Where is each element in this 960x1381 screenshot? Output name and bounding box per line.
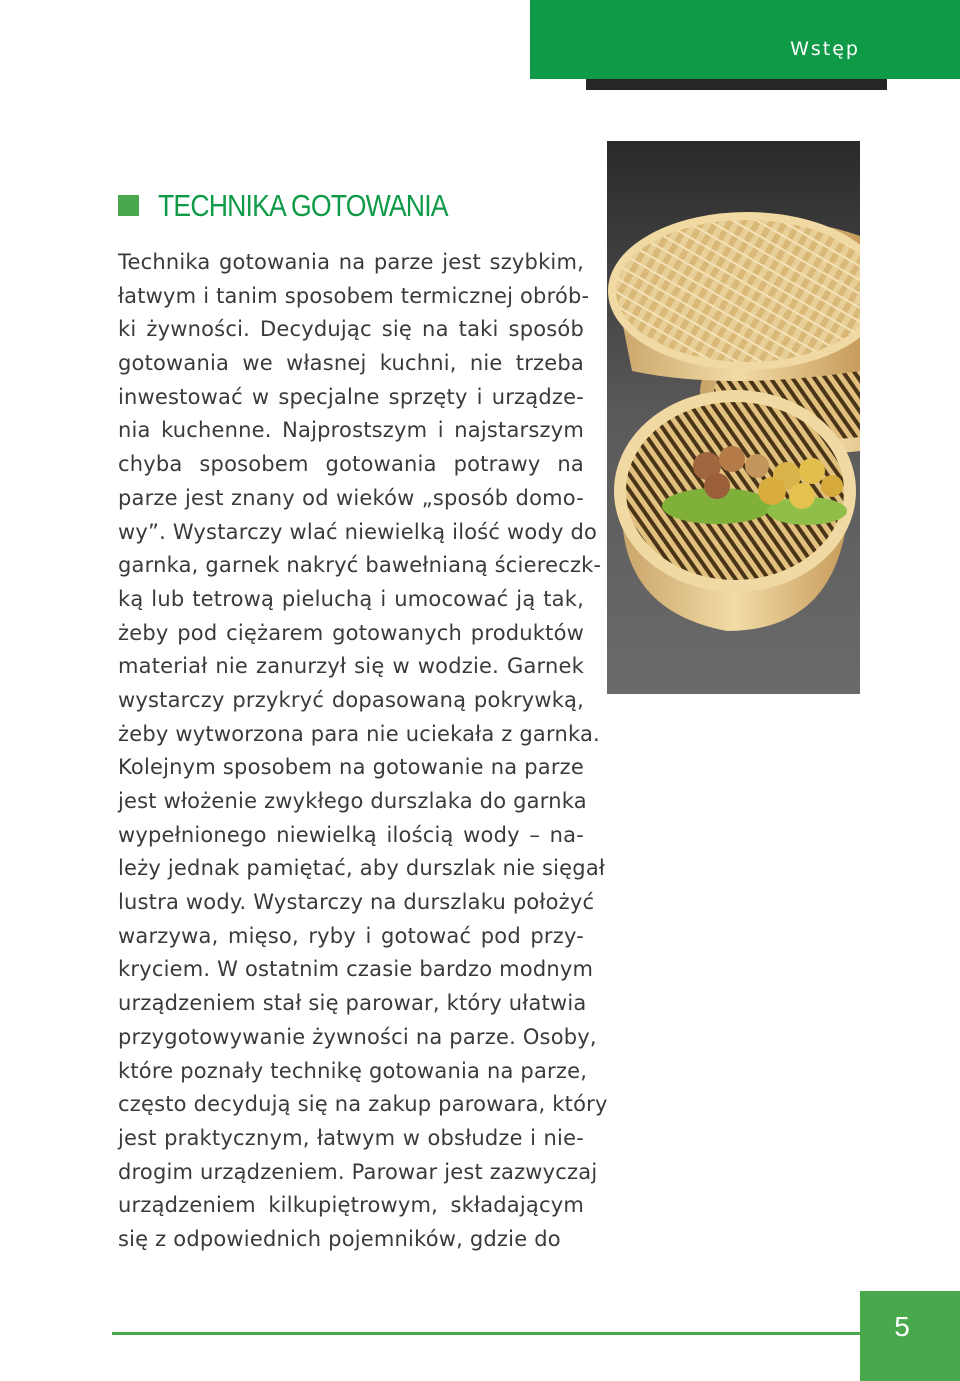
body-line: łatwym i tanim sposobem termicznej obrób- bbox=[118, 283, 590, 308]
body-line: się z odpowiednich pojemników, gdzie do bbox=[118, 1226, 561, 1251]
page-number-box bbox=[860, 1291, 960, 1381]
body-line: inwestować w specjalne sprzęty i urządze- bbox=[118, 384, 584, 409]
body-line: żeby pod ciężarem gotowanych produktów bbox=[118, 620, 584, 645]
body-line: chyba sposobem gotowania potrawy na bbox=[118, 452, 584, 477]
body-line: nia kuchenne. Najprostszym i najstarszym bbox=[118, 418, 584, 443]
body-line: wystarczy przykryć dopasowaną pokrywką, bbox=[118, 687, 584, 712]
body-line: urządzeniem kilkupiętrowym, składającym bbox=[118, 1193, 584, 1218]
body-line: żeby wytworzona para nie uciekała z garnka. bbox=[118, 721, 600, 746]
bamboo-steamer-photo bbox=[607, 141, 860, 694]
body-line: warzywa, mięso, ryby i gotować pod przy- bbox=[118, 923, 584, 948]
body-line: które poznały technikę gotowania na parze, bbox=[118, 1058, 588, 1083]
body-line: ką lub tetrową pieluchą i umocować ją tak, bbox=[118, 586, 584, 611]
body-line: lustra wody. Wystarczy na durszlaku położyć bbox=[118, 890, 595, 915]
body-line: drogim urządzeniem. Parowar jest zazwyczaj bbox=[118, 1159, 598, 1184]
body-line: przygotowywanie żywności na parze. Osoby, bbox=[118, 1024, 597, 1049]
body-line: wy”. Wystarczy wlać niewielką ilość wody do bbox=[118, 519, 598, 544]
chapter-label: Wstęp bbox=[790, 38, 860, 60]
section-heading: TECHNIKA GOTOWANIA bbox=[158, 188, 448, 223]
body-line: ki żywności. Decydując się na taki sposób bbox=[118, 317, 584, 342]
body-line: kryciem. W ostatnim czasie bardzo modnym bbox=[118, 957, 594, 982]
body-line: Technika gotowania na parze jest szybkim, bbox=[118, 250, 584, 274]
footer-rule bbox=[112, 1332, 860, 1335]
body-line: parze jest znany od wieków „sposób domo- bbox=[118, 485, 584, 510]
bamboo-steamer-illustration bbox=[607, 141, 860, 694]
page-number: 5 bbox=[894, 1311, 910, 1342]
heading-marker-icon bbox=[118, 195, 139, 216]
body-line: urządzeniem stał się parowar, który ułatwia bbox=[118, 991, 587, 1016]
body-line: leży jednak pamiętać, aby durszlak nie sięgał bbox=[118, 856, 606, 881]
body-paragraph bbox=[118, 246, 608, 1257]
body-line: jest włożenie zwykłego durszlaka do garnka bbox=[118, 789, 587, 813]
chapter-tab bbox=[530, 0, 960, 79]
body-line: wypełnionego niewielką ilością wody – na- bbox=[118, 822, 584, 847]
body-line: Kolejnym sposobem na gotowanie na parze bbox=[118, 755, 584, 780]
body-line: jest praktycznym, łatwym w obsłudze i nie- bbox=[118, 1125, 584, 1150]
chapter-rule bbox=[586, 79, 887, 90]
body-line: materiał nie zanurzył się w wodzie. Garnek bbox=[118, 654, 584, 679]
body-line: garnka, garnek nakryć bawełnianą ściereczk- bbox=[118, 553, 602, 578]
body-line: gotowania we własnej kuchni, nie trzeba bbox=[118, 351, 584, 376]
body-line: często decydują się na zakup parowara, który bbox=[118, 1092, 608, 1117]
